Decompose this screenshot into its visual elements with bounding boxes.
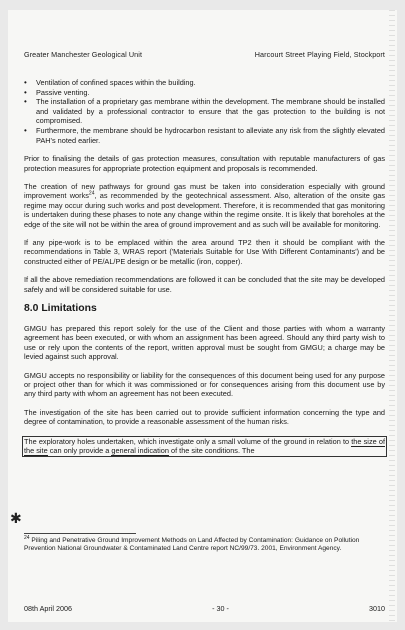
paragraph-text: The creation of new pathways for ground gas must be taken into consideration especially with ground improvement works <box>24 181 385 201</box>
underlined-text: the size of the site <box>24 436 385 456</box>
scan-edge <box>389 10 395 622</box>
page-body <box>24 78 385 457</box>
page-footer <box>24 604 385 613</box>
list-item: • Passive venting. <box>24 88 385 98</box>
footnote <box>24 534 385 554</box>
paragraph-gas-protection: Prior to finalising the details of gas protection measures, consultation with reputable manufacturers of gas protection measures for appropriate protection equipment and proposals is recommended. <box>24 154 385 173</box>
footnote-reference[interactable]: 24 <box>88 190 95 197</box>
list-item: • Ventilation of confined spaces within the building. <box>24 78 385 88</box>
page-header <box>24 50 385 59</box>
paragraph-text: can only provide a <box>47 446 112 456</box>
paragraph-limitation-4 <box>22 436 387 457</box>
paragraph-text: The exploratory holes undertaken, which investigate only a small volume of the ground in relation to <box>24 436 352 446</box>
paragraph-conclusion: If all the above remediation recommendations are followed it can be concluded that the site may be developed safely and will be considered suitable for use. <box>24 275 385 294</box>
paragraph-limitation-1: GMGU has prepared this report solely for the use of the Client and those parties with whom a warranty agreement has been executed, or with whom an assignment has been agreed. Should any third party wish to use or rely upon the contents of the report, written approval must be sought from GMGU; a charge may be levied against such approval. <box>24 324 385 362</box>
underlined-text: general indication <box>111 446 169 456</box>
gas-measures-list <box>24 78 385 145</box>
handwritten-asterisk-mark: ✱ <box>10 510 22 526</box>
paragraph-limitation-3: The investigation of the site has been carried out to provide sufficient information concerning the type and degree of contamination, to provide a reasonable assessment of the human risks. <box>24 407 385 427</box>
paragraph-limitation-2: GMGU accepts no responsibility or liability for the consequences of this document being used for any purpose or project other than for which it was commissioned or for consequences arising from this document use by any third party with whom an agreement has not been executed. <box>24 370 385 399</box>
footer-date: 08th April 2006 <box>24 604 72 613</box>
section-heading: 8.0 Limitations <box>24 303 97 315</box>
footnote-number: 24 <box>24 534 30 541</box>
list-item: • The installation of a proprietary gas membrane within the development. The membrane should be installed and validated by a professional contractor to ensure that the gas protection to the building is not compromised. <box>24 97 385 126</box>
page-number: - 30 - <box>212 604 229 613</box>
footer-reference: 3010 <box>369 604 385 613</box>
paragraph-pipework: If any pipe-work is to be emplaced within the area around TP2 then it should be compliant with the recommendations in Table 3, WRAS report ('Materials Suitable for Use With Different Contaminants') and be constructed either of PE/AL/PE design or be metallic (iron, copper). <box>24 238 385 266</box>
header-org: Greater Manchester Geological Unit <box>24 50 143 59</box>
footnote-text: Piling and Penetrative Ground Improvement Methods on Land Affected by Contamination: Guidance on Pollution Prevention National Groundwater & Contaminated Land Centre report NC/99/73. 2001, Environment Agency. <box>24 537 360 553</box>
paragraph-ground-gas <box>24 182 385 229</box>
list-item: • Furthermore, the membrane should be hydrocarbon resistant to alleviate any risk from the slightly elevated PAH's noted earlier. <box>24 126 385 145</box>
paragraph-text: , as recommended by the geotechnical assessment. Also, alteration of the onsite gas regime may occur during such works and post development. Therefore, it is recommended that gas monitoring is undertaken during these phases to note any change within the regime onsite. It is likely that boreholes at the edge of the site will not be within the area of ground improvement and as such will be available for monitoring. <box>24 191 385 229</box>
document-page <box>8 10 397 622</box>
footnote-divider <box>24 533 136 534</box>
header-site: Harcourt Street Playing Field, Stockport <box>254 50 385 59</box>
paragraph-text: of the site conditions. The <box>168 446 255 456</box>
